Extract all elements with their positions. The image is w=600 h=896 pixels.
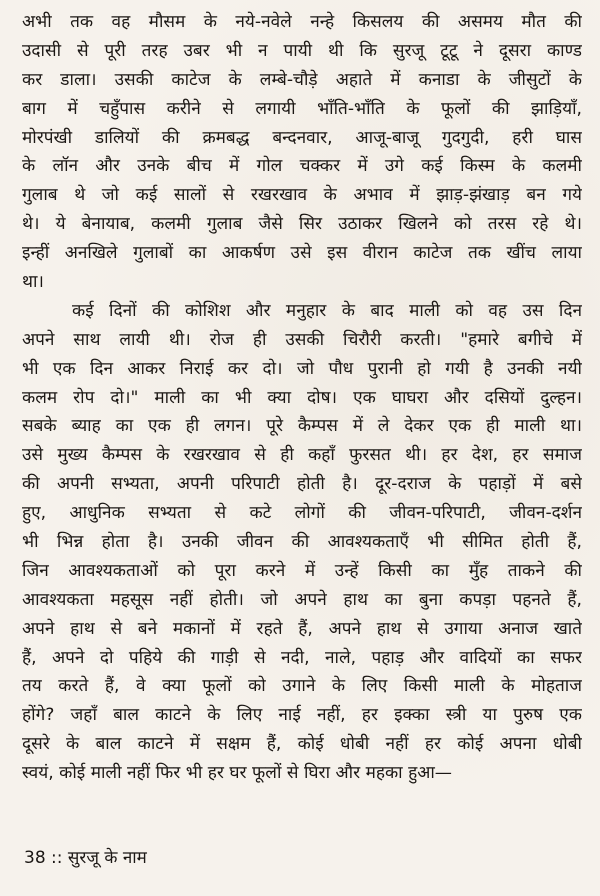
text-line: अपने साथ लायी थी। रोज ही उसकी चिरौरी करती। "हमारे बगीचे में	[22, 329, 582, 350]
text-line: हैं, अपने दो पहिये की गाड़ी से नदी, नाले, पहाड़ और वादियों का सफर	[22, 647, 582, 668]
text-line: स्वयं, कोई माली नहीं फिर भी हर घर फूलों से घिरा और महका हुआ—	[22, 763, 452, 784]
text-line: थे। ये बेनायाब, कलमी गुलाब जैसे सिर उठाकर खिलने को तरस रहे थे।	[22, 214, 582, 235]
text-line: गुलाब थे जो कई सालों से रखरखाव के अभाव में झाड़-झंखाड़ बन गये	[22, 185, 582, 206]
text-line: सबके ब्याह का एक ही लगन। पूरे कैम्पस में ले देकर एक ही माली था।	[22, 416, 582, 437]
paragraph	[22, 297, 582, 788]
text-line: बाग में चहुँपास करीने से लगायी भाँति-भाँति के फूलों की झाड़ियाँ,	[22, 98, 582, 119]
text-line: उदासी से पूरी तरह उबर भी न पायी थी कि सुरजू टूटू ने दूसरा काण्ड	[22, 40, 582, 61]
text-line: होंगे? जहाँ बाल काटने के लिए नाई नहीं, हर इक्का स्त्री या पुरुष एक	[22, 705, 582, 726]
text-line: इन्हीं अनखिले गुलाबों का आकर्षण उसे इस वीरान काटेज तक खींच लाया	[22, 243, 582, 264]
paragraph	[22, 8, 582, 297]
text-line: भी भिन्न होता है। उनकी जीवन की आवश्यकताएँ भी सीमित होती हैं,	[22, 532, 582, 553]
text-line: जिन आवश्यकताओं को पूरा करने में उन्हें किसी का मुँह ताकने की	[22, 560, 582, 581]
text-line: दूसरे के बाल काटने में सक्षम हैं, कोई धोबी नहीं हर कोई अपना धोबी	[22, 734, 582, 755]
text-line: उसे मुख्य कैम्पस के रखरखाव से ही कहाँ फुरसत थी। हर देश, हर समाज	[22, 445, 582, 466]
text-line: तय करते हैं, वे क्या फूलों को उगाने के लिए किसी माली के मोहताज	[22, 676, 582, 697]
text-line: की अपनी सभ्यता, अपनी परिपाटी होती है। दूर-दराज के पहाड़ों में बसे	[22, 474, 582, 495]
body-text	[22, 8, 582, 788]
text-line: कर डाला। उसकी काटेज के लम्बे-चौड़े अहाते में कनाडा के जीसुटों के	[22, 69, 582, 90]
text-line: कलम रोप दो।" माली का भी क्या दोष। एक घाघरा और दसियों दुल्हन।	[22, 387, 582, 408]
text-line: अभी तक वह मौसम के नये-नवेले नन्हे किसलय की असमय मौत की	[22, 12, 582, 32]
text-line: भी एक दिन आकर निराई कर दो। जो पौध पुरानी हो गयी है उनकी नयी	[22, 358, 582, 379]
text-line: अपने हाथ से बने मकानों में रहते हैं, अपने हाथ से उगाया अनाज खाते	[22, 618, 582, 639]
text-line: के लॉन और उनके बीच में गोल चक्कर में उगे कई किस्म के कलमी	[22, 156, 582, 177]
text-line: मोरपंखी डालियों की क्रमबद्ध बन्दनवार, आजू-बाजू गुदगुदी, हरी घास	[22, 127, 582, 148]
text-line: आवश्यकता महसूस नहीं होती। जो अपने हाथ का बुना कपड़ा पहनते हैं,	[22, 589, 582, 610]
text-line: कई दिनों की कोशिश और मनुहार के बाद माली को वह उस दिन	[72, 300, 582, 321]
text-line: हुए, आधुनिक सभ्यता से कटे लोगों की जीवन-परिपाटी, जीवन-दर्शन	[22, 503, 582, 524]
text-line: था।	[22, 272, 44, 293]
page-footer: 38 :: सुरजू के नाम	[24, 848, 147, 868]
